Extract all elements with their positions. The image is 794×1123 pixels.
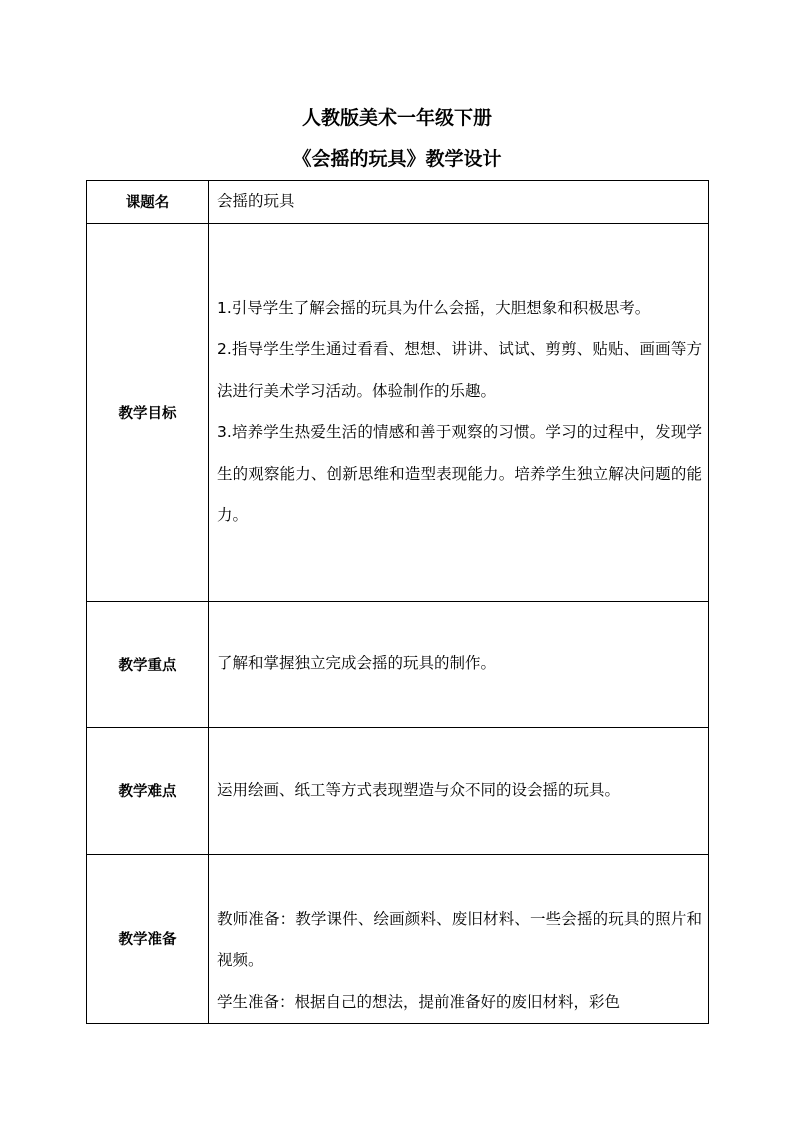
lesson-plan-table	[86, 180, 709, 1024]
content-paragraph: 2.指导学生学生通过看看、想想、讲讲、试试、剪剪、贴贴、画画等方法进行美术学习活动。体验制作的乐趣。	[217, 340, 702, 400]
content-paragraph: 3.培养学生热爱生活的情感和善于观察的习惯。学习的过程中，发现学生的观察能力、创新思维和造型表现能力。培养学生独立解决问题的能力。	[217, 423, 702, 524]
content-paragraph: 学生准备：根据自己的想法，提前准备好的废旧材料，彩色	[217, 992, 621, 1011]
table-row-key-points	[87, 601, 709, 727]
content-paragraph: 1.引导学生了解会摇的玩具为什么会摇，大胆想象和积极思考。	[217, 298, 651, 317]
row-label-preparation: 教学准备	[87, 854, 209, 1024]
content-paragraph: 教师准备：教学课件、绘画颜料、废旧材料、一些会摇的玩具的照片和视频。	[217, 909, 702, 969]
table-row-difficulties	[87, 727, 709, 854]
row-label-topic: 课题名	[87, 181, 209, 224]
row-label-key-points: 教学重点	[87, 601, 209, 727]
row-content-preparation	[209, 854, 709, 1024]
content-paragraph: 会摇的玩具	[217, 192, 295, 210]
content-paragraph: 运用绘画、纸工等方式表现塑造与众不同的设会摇的玩具。	[217, 780, 621, 799]
row-content-key-points	[209, 601, 709, 727]
document-subtitle: 《会摇的玩具》教学设计	[292, 148, 502, 170]
table-row-objectives	[87, 223, 709, 601]
table-row-preparation	[87, 854, 709, 1024]
row-label-objectives: 教学目标	[87, 223, 209, 601]
row-content-objectives	[209, 223, 709, 601]
document-title: 人教版美术一年级下册	[301, 107, 492, 129]
content-paragraph: 了解和掌握独立完成会摇的玩具的制作。	[217, 654, 497, 673]
row-content-topic	[209, 181, 709, 224]
table-row-topic	[87, 181, 709, 224]
row-content-difficulties	[209, 727, 709, 854]
row-label-difficulties: 教学难点	[87, 727, 209, 854]
